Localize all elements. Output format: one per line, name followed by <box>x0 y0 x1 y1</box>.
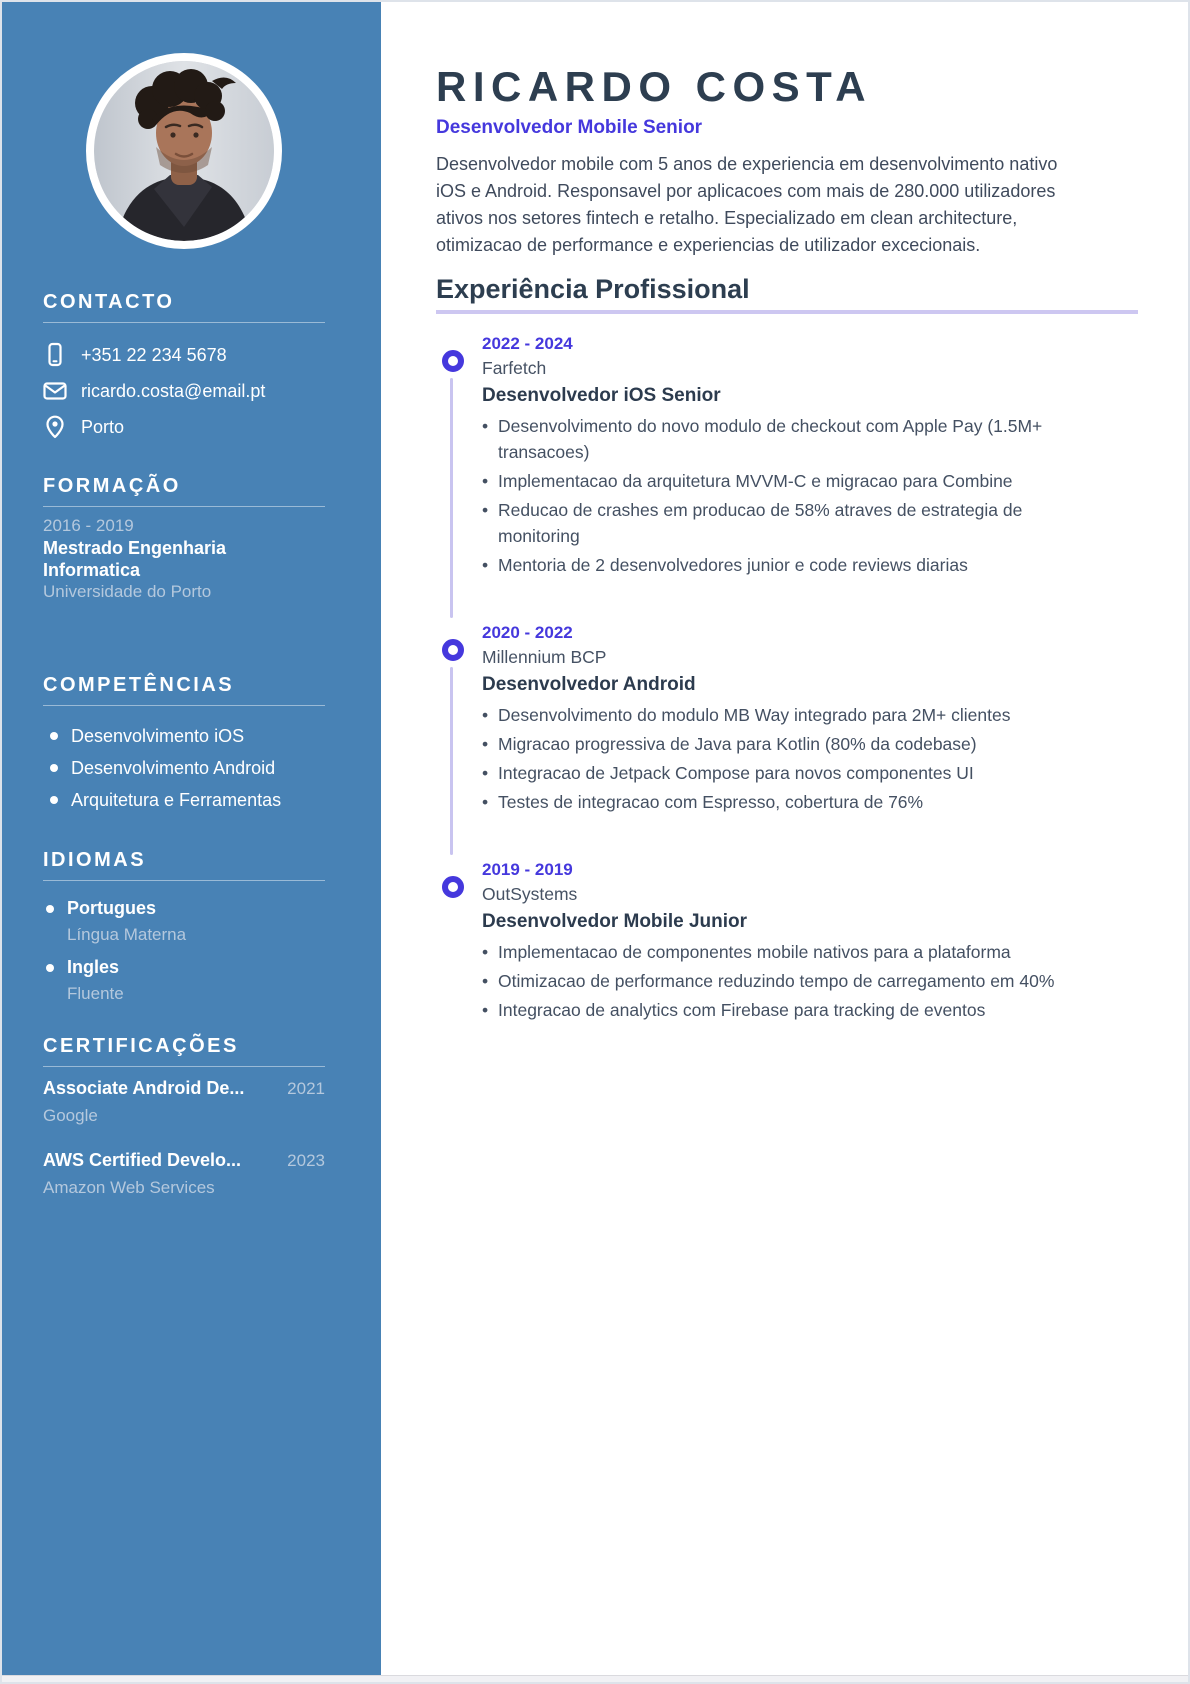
timeline-connector-line <box>450 378 453 618</box>
timeline-connector-line <box>450 667 453 855</box>
certification-item <box>43 1077 325 1127</box>
contact-email-text: ricardo.costa@email.pt <box>81 380 266 401</box>
entry-bullet: • Otimizacao de performance reduzindo tempo de carregamento em 40% <box>482 968 1082 994</box>
education-period: 2016 - 2019 <box>43 516 134 535</box>
contact-list <box>43 337 325 445</box>
entry-bullet: • Reducao de crashes em producao de 58% atraves de estrategia de monitoring <box>482 497 1082 549</box>
languages-section <box>43 849 325 1007</box>
entry-bullet: • Testes de integracao com Espresso, cobertura de 76% <box>482 789 1082 815</box>
entry-bullet: • Migracao progressiva de Java para Kotlin (80% da codebase) <box>482 731 1082 757</box>
education-section <box>43 475 325 602</box>
experience-entry <box>436 859 1138 1023</box>
skill-item: Desenvolvimento iOS <box>43 720 325 752</box>
summary-paragraph: Desenvolvedor mobile com 5 anos de experiencia em desenvolvimento nativo iOS e Android. Responsavel por aplicacoes com mais de 280.000 utilizadores ativos nos setores fintech e retalho. Especializado em clean architecture, otimizacao de performance e experiencias de utilizador excecionais. <box>436 154 1058 255</box>
skills-section <box>43 674 325 816</box>
horizontal-scrollbar[interactable] <box>2 1675 1188 1682</box>
certifications-heading: CERTIFICAÇÕES <box>43 1035 239 1057</box>
sidebar <box>2 2 381 1682</box>
entry-role: Desenvolvedor Android <box>482 674 696 695</box>
skills-divider <box>43 705 325 706</box>
language-level: Fluente <box>67 984 124 1003</box>
entry-bullet-list <box>482 702 1082 815</box>
experience-entry <box>436 622 1138 815</box>
certifications-divider <box>43 1066 325 1067</box>
entry-bullet-list <box>482 939 1082 1023</box>
education-divider <box>43 506 325 507</box>
person-name: RICARDO COSTA <box>436 63 873 110</box>
certifications-section <box>43 1035 325 1199</box>
contact-location-text: Porto <box>81 416 125 437</box>
entry-bullet: • Integracao de analytics com Firebase para tracking de eventos <box>482 997 1082 1023</box>
certification-name: Associate Android De... <box>43 1078 245 1098</box>
certification-name: AWS Certified Develo... <box>43 1150 242 1170</box>
certification-item <box>43 1149 325 1199</box>
language-item <box>43 954 325 1007</box>
language-level: Língua Materna <box>67 925 187 944</box>
entry-bullet: • Integracao de Jetpack Compose para novos componentes UI <box>482 760 1082 786</box>
entry-role: Desenvolvedor iOS Senior <box>482 385 721 406</box>
entry-period: 2020 - 2022 <box>482 623 573 642</box>
entry-period: 2019 - 2019 <box>482 860 573 879</box>
contact-heading: CONTACTO <box>43 291 175 313</box>
timeline-marker-icon <box>442 350 464 372</box>
education-school: Universidade do Porto <box>43 582 212 601</box>
contact-section <box>43 291 325 445</box>
avatar <box>86 53 282 249</box>
education-heading: FORMAÇÃO <box>43 475 181 497</box>
languages-heading: IDIOMAS <box>43 849 147 871</box>
location-icon <box>43 414 67 440</box>
language-name: Portugues <box>43 895 325 921</box>
contact-divider <box>43 322 325 323</box>
experience-timeline <box>436 333 1138 1023</box>
experience-heading: Experiência Profissional <box>436 272 1138 314</box>
languages-list <box>43 895 325 1007</box>
contact-item-phone <box>43 337 325 373</box>
entry-bullet: • Implementacao da arquitetura MVVM-C e migracao para Combine <box>482 468 1082 494</box>
timeline-marker-icon <box>442 876 464 898</box>
main-content <box>436 2 1138 1067</box>
language-item <box>43 895 325 948</box>
email-icon <box>43 380 67 402</box>
skill-item: Desenvolvimento Android <box>43 752 325 784</box>
entry-bullet: • Implementacao de componentes mobile nativos para a plataforma <box>482 939 1082 965</box>
entry-bullet-list <box>482 413 1082 578</box>
certification-issuer: Amazon Web Services <box>43 1178 215 1197</box>
languages-divider <box>43 880 325 881</box>
entry-period: 2022 - 2024 <box>482 334 573 353</box>
skills-heading: COMPETÊNCIAS <box>43 674 235 696</box>
language-name: Ingles <box>43 954 325 980</box>
avatar-photo-illustration <box>94 61 274 241</box>
contact-item-email <box>43 373 325 409</box>
phone-icon <box>43 342 67 368</box>
education-degree: Mestrado Engenharia Informatica <box>43 538 227 580</box>
skill-item: Arquitetura e Ferramentas <box>43 784 325 816</box>
entry-company: Millennium BCP <box>482 647 607 667</box>
job-title: Desenvolvedor Mobile Senior <box>436 117 703 138</box>
entry-bullet: • Desenvolvimento do novo modulo de checkout com Apple Pay (1.5M+ transacoes) <box>482 413 1082 465</box>
experience-entry <box>436 333 1138 578</box>
skills-list <box>43 720 325 816</box>
entry-company: Farfetch <box>482 358 547 378</box>
certification-issuer: Google <box>43 1106 98 1125</box>
contact-item-location <box>43 409 325 445</box>
entry-role: Desenvolvedor Mobile Junior <box>482 911 747 932</box>
certification-year: 2021 <box>287 1079 325 1098</box>
entry-company: OutSystems <box>482 884 578 904</box>
entry-bullet: • Desenvolvimento do modulo MB Way integrado para 2M+ clientes <box>482 702 1082 728</box>
certification-year: 2023 <box>287 1151 325 1170</box>
entry-bullet: • Mentoria de 2 desenvolvedores junior e code reviews diarias <box>482 552 1082 578</box>
timeline-marker-icon <box>442 639 464 661</box>
contact-phone-text: +351 22 234 5678 <box>81 344 227 365</box>
